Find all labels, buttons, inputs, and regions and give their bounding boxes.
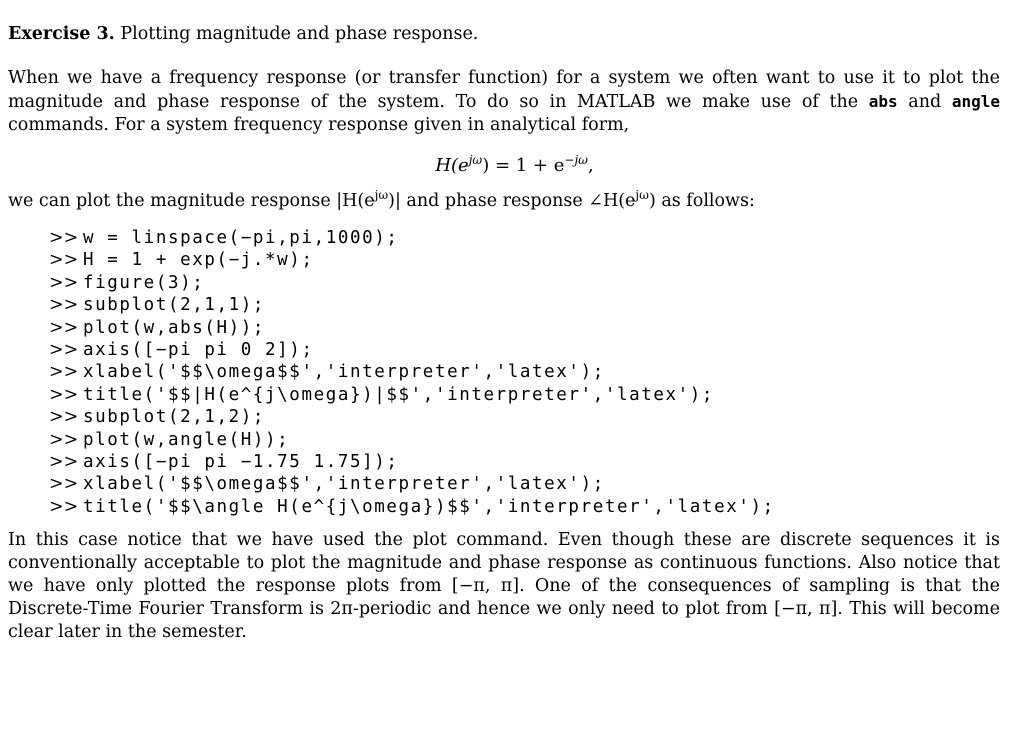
intro-text-2: and (897, 92, 952, 112)
intro-paragraph (8, 67, 1000, 137)
prompt-marker: >> (49, 362, 79, 383)
plot-sentence-exponent-2: jω (635, 188, 649, 203)
code-text: plot(w,abs(H)); (83, 317, 266, 338)
code-line (49, 429, 775, 451)
prompt-marker: >> (49, 228, 79, 248)
prompt-marker: >> (49, 384, 79, 405)
code-text: axis([−pi pi −1.75 1.75]); (83, 451, 399, 472)
abs-command: abs (868, 92, 898, 111)
prompt-marker: >> (49, 496, 79, 517)
plot-sentence-3: ) as follows: (648, 191, 755, 211)
closing-paragraph: In this case notice that we have used the plot command. Even though these are discrete sequences it is conventionally acceptable to plot the magnitude and phase response as continuous functions. Also notice that we have only plotted the response plots from [−π, π]. One of the consequences of sampling is that the Discrete-Time Fourier Transform is 2π-periodic and hence we only need to plot from [−π, π]. This will become clear later in the semester. (8, 530, 1000, 642)
code-line (49, 294, 775, 316)
code-line (49, 496, 775, 518)
code-text: title('$$|H(e^{j\omega})|$$','interpreter','latex'); (83, 384, 715, 405)
code-text: title('$$\angle H(e^{j\omega})$$','interpreter','latex'); (83, 496, 775, 517)
code-text: subplot(2,1,1); (83, 295, 266, 316)
code-text: xlabel('$$\omega$$','interpreter','latex'); (83, 474, 605, 495)
equation-lhs: H(e (435, 155, 469, 176)
code-text: figure(3); (83, 272, 205, 293)
code-text: axis([−pi pi 0 2]); (83, 339, 314, 360)
code-line (49, 227, 775, 249)
code-line (49, 406, 775, 428)
prompt-marker: >> (49, 474, 79, 495)
prompt-marker: >> (49, 250, 79, 271)
code-line (49, 473, 775, 495)
plot-sentence-2: )| and phase response ∠H(e (388, 191, 636, 211)
exercise-heading (8, 23, 478, 46)
equation-middle: ) = 1 + e (482, 155, 565, 176)
equation-rhs-exponent: −jω (564, 153, 588, 167)
matlab-code-block (49, 227, 775, 518)
plot-sentence (8, 190, 1000, 213)
exercise-title: Plotting magnitude and phase response. (120, 24, 479, 44)
code-text: plot(w,angle(H)); (83, 429, 290, 450)
plot-sentence-1: we can plot the magnitude response |H(e (8, 191, 375, 211)
prompt-marker: >> (49, 407, 79, 428)
code-line (49, 317, 775, 339)
intro-text-3: commands. For a system frequency response given in analytical form, (8, 115, 630, 135)
code-line (49, 384, 775, 406)
prompt-marker: >> (49, 429, 79, 450)
code-text: H = 1 + exp(−j.*w); (83, 250, 314, 271)
code-text: w = linspace(−pi,pi,1000); (83, 228, 399, 248)
equation-lhs-exponent: jω (468, 153, 483, 167)
prompt-marker: >> (49, 339, 79, 360)
prompt-marker: >> (49, 272, 79, 293)
code-line (49, 361, 775, 383)
equation-end: , (587, 155, 594, 176)
code-line (49, 339, 775, 361)
code-text: xlabel('$$\omega$$','interpreter','latex'); (83, 362, 605, 383)
intro-text-1: When we have a frequency response (or transfer function) for a system we often want to use it to plot the magnitude and phase response of the system. To do so in MATLAB we make use of the (8, 68, 1000, 112)
code-line (49, 249, 775, 271)
frequency-response-equation (0, 154, 1024, 178)
code-line (49, 272, 775, 294)
prompt-marker: >> (49, 451, 79, 472)
exercise-number: Exercise 3. (8, 24, 115, 44)
angle-command: angle (951, 92, 1000, 111)
prompt-marker: >> (49, 295, 79, 316)
code-line (49, 451, 775, 473)
code-text: subplot(2,1,2); (83, 407, 266, 428)
prompt-marker: >> (49, 317, 79, 338)
plot-sentence-exponent-1: jω (374, 188, 389, 203)
